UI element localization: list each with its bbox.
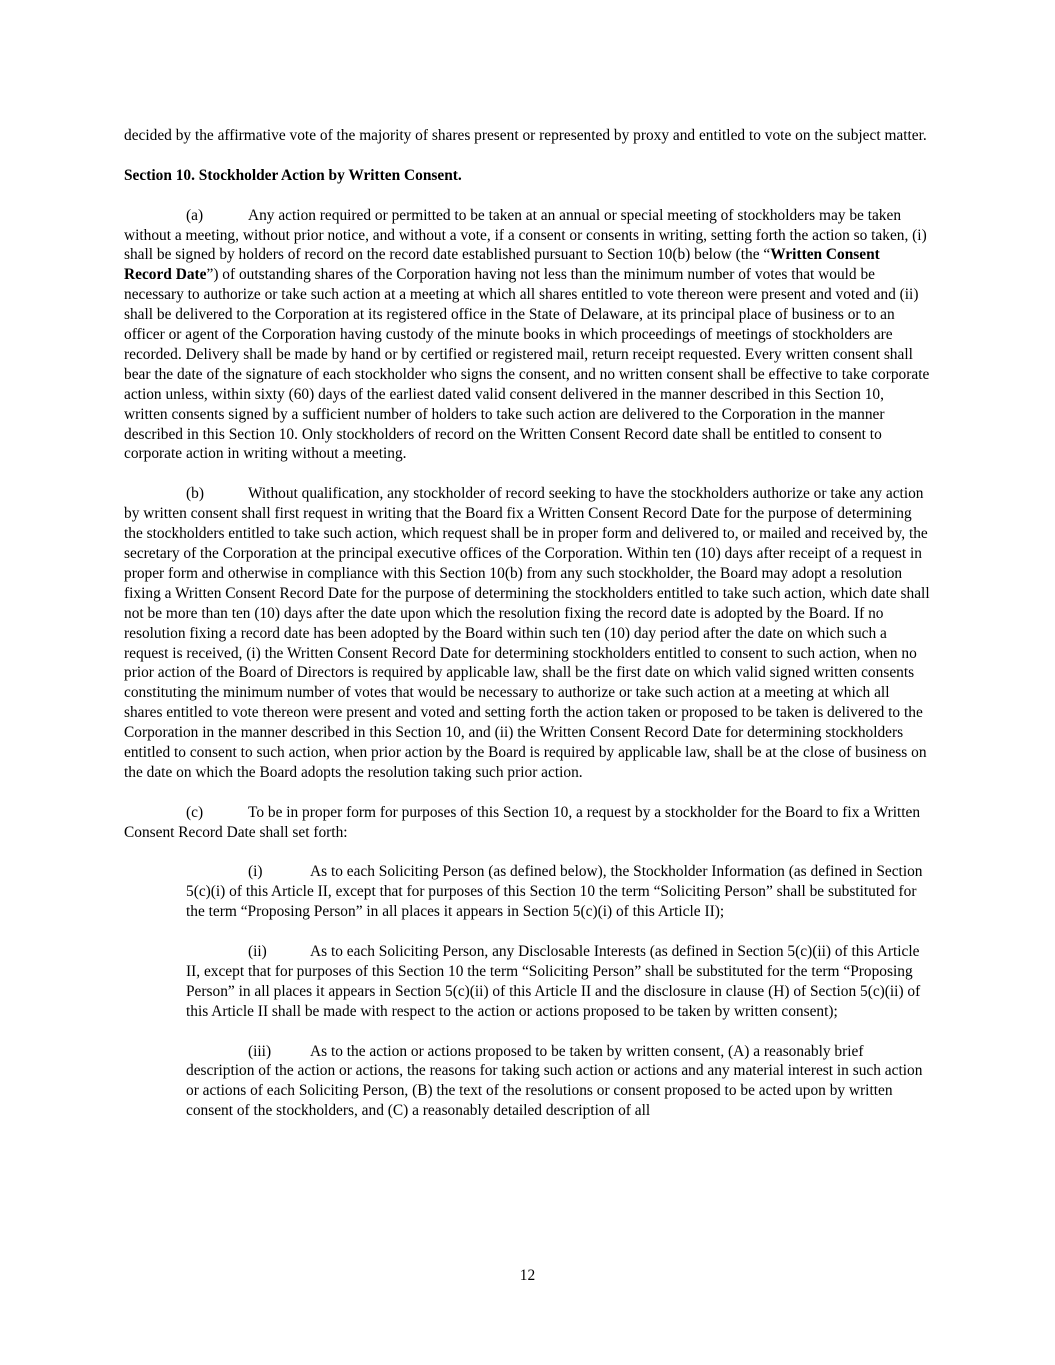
subparagraph-ii-label: (ii): [248, 943, 267, 961]
paragraph-b-label: (b): [186, 485, 204, 503]
subparagraph-i-label: (i): [248, 863, 263, 881]
subparagraph-iii-label: (iii): [248, 1042, 272, 1060]
paragraph-c: [124, 803, 930, 843]
paragraph-b-text: Without qualification, any stockholder of record seeking to have the stockholders authorize or take any action by written consent shall first request in writing that the Board fix a Written Consent Record Date for the purpose of determining the stockholders entitled to take such action, which request shall be in proper form and delivered to, or mailed and received by, the secretary of the Corporation at the principal executive offices of the Corporation. Within ten (10) days after receipt of a request in proper form and otherwise in compliance with this Section 10(b) from any such stockholder, the Board may adopt a resolution fixing a Written Consent Record Date for the purpose of determining the stockholders entitled to take such action, which date shall not be more than ten (10) days after the date upon which the resolution fixing the record date is adopted by the Board. If no resolution fixing a record date has been adopted by the Board within such ten (10) day period after the date on which such a request is received, (i) the Written Consent Record Date for determining stockholders entitled to consent to such action, when no prior action of the Board of Directors is required by applicable law, shall be the first date on which valid signed written consents constituting the minimum number of votes that would be necessary to authorize or take such action at a meeting at which all shares entitled to vote thereon were present and voted and setting forth the action taken or proposed to be taken is delivered to the Corporation in the manner described in this Section 10, and (ii) the Written Consent Record Date for determining stockholders entitled to consent to such action, when prior action by the Board is required by applicable law, shall be at the close of business on the date on which the Board adopts the resolution taking such prior action.: [124, 485, 930, 781]
document-page: [124, 126, 930, 1141]
paragraph-a-text-2: ”) of outstanding shares of the Corporation having not less than the minimum number of votes that would be necessary to authorize or take such action at a meeting at which all shares entitled to vote thereon were present and voted and (ii) shall be delivered to the Corporation at its registered office in the State of Delaware, at its principal place of business or to an officer or agent of the Corporation having custody of the minute books in which proceedings of meetings of stockholders are recorded. Delivery shall be made by hand or by certified or registered mail, return receipt requested. Every written consent shall bear the date of the signature of each stockholder who signs the consent, and no written consent shall be effective to take corporate action unless, within sixty (60) days of the earliest dated valid consent delivered in the manner described in this Section 10, written consents signed by a sufficient number of holders to take such action are delivered to the Corporation in the manner described in this Section 10. Only stockholders of record on the Written Consent Record date shall be entitled to consent to corporate action in writing without a meeting.: [124, 266, 930, 463]
paragraph-c-label: (c): [186, 803, 204, 821]
subparagraph-ii: [186, 942, 930, 1022]
paragraph-a-text-1: Any action required or permitted to be taken at an annual or special meeting of stockholders may be taken without a meeting, without prior notice, and without a vote, if a consent or consents in writing, setting forth the action so taken, (i) shall be signed by holders of record on the record date established pursuant to Section 10(b) below (the “: [124, 206, 927, 264]
page-number: 12: [519, 1267, 536, 1284]
paragraph-c-text: To be in proper form for purposes of this Section 10, a request by a stockholder for the Board to fix a Written Consent Record Date shall set forth:: [124, 803, 921, 841]
paragraph-a-label: (a): [186, 206, 204, 224]
paragraph-a: [124, 206, 930, 465]
paragraph-b: [124, 484, 930, 783]
continuation-paragraph: decided by the affirmative vote of the majority of shares present or represented by proxy and entitled to vote on the subject matter.: [124, 127, 927, 144]
subparagraph-iii: [186, 1042, 930, 1122]
subparagraph-ii-text: As to each Soliciting Person, any Disclosable Interests (as defined in Section 5(c)(ii) of this Article II, except that for purposes of this Section 10 the term “Soliciting Person” shall be substituted for the term “Proposing Person” in all places it appears in Section 5(c)(ii) of this Article II and the disclosure in clause (H) of Section 5(c)(ii) of this Article II shall be made with respect to the action or actions proposed to be taken by written consent);: [186, 943, 921, 1020]
defined-term: Written Consent Record Date: [124, 246, 880, 284]
subparagraph-i: [186, 862, 930, 922]
subparagraph-i-text: As to each Soliciting Person (as defined below), the Stockholder Information (as defined in Section 5(c)(i) of this Article II, except that for purposes of this Section 10 the term “Soliciting Person” shall be substituted for the term “Proposing Person” in all places it appears in Section 5(c)(i) of this Article II);: [186, 863, 923, 921]
section-heading: Section 10. Stockholder Action by Written Consent.: [124, 166, 462, 184]
subparagraph-iii-text: As to the action or actions proposed to be taken by written consent, (A) a reasonably brief description of the action or actions, the reasons for taking such action or actions and any material interest in such action or actions of each Soliciting Person, (B) the text of the resolutions or consent proposed to be acted upon by written consent of the stockholders, and (C) a reasonably detailed description of all: [186, 1042, 923, 1120]
